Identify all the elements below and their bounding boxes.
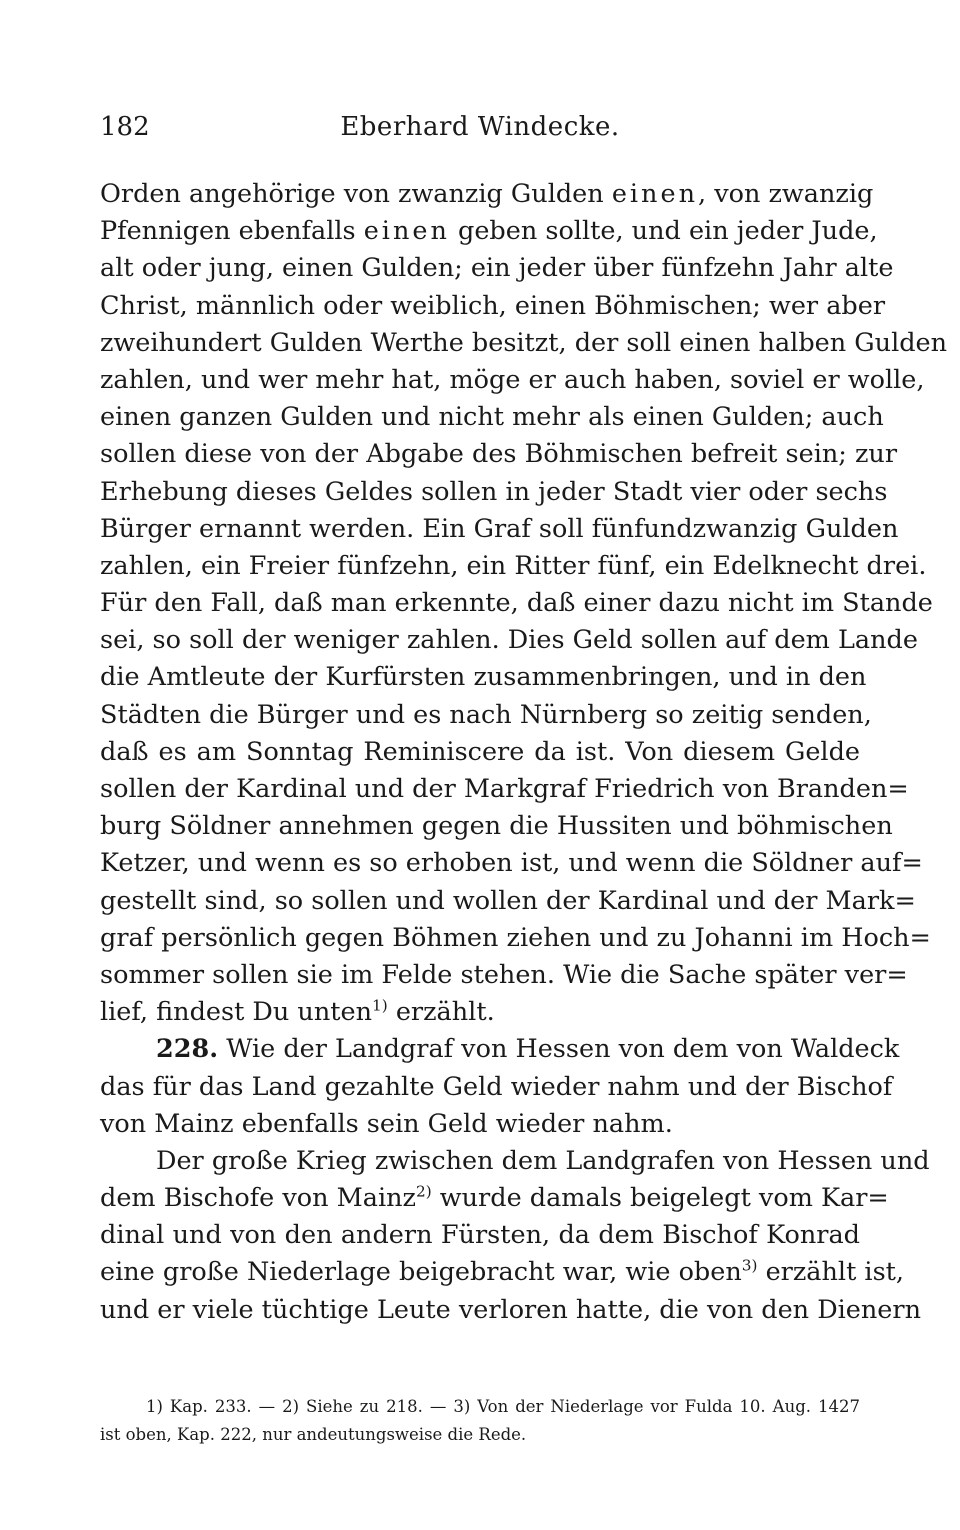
text-line: Bürger ernannt werden. Ein Graf soll fünfundzwanzig Gulden (100, 513, 899, 544)
footnote-line: ist oben, Kap. 222, nur andeutungsweise die Rede. (100, 1425, 527, 1444)
footnote-ref: 3) (741, 1256, 758, 1275)
section-number: 228. (156, 1034, 219, 1065)
section-heading-line: das für das Land gezahlte Geld wieder nahm und der Bischof (100, 1071, 893, 1102)
text-line: einen ganzen Gulden und nicht mehr als einen Gulden; auch (100, 402, 884, 433)
text-line: gestellt sind, so sollen und wollen der Kardinal und der Mark= (100, 885, 916, 916)
page-header (100, 112, 860, 152)
emphasized-word: einen (611, 179, 698, 209)
text-line: Orden angehörige von zwanzig Gulden einen, von zwanzig (100, 179, 874, 209)
text-line: sollen der Kardinal und der Markgraf Friedrich von Branden= (100, 774, 909, 804)
text-line: sei, so soll der weniger zahlen. Dies Geld sollen auf dem Lande (100, 625, 918, 656)
text-line: Pfennigen ebenfalls einen geben sollte, und ein jeder Jude, (100, 216, 878, 247)
page-number: 182 (100, 112, 150, 142)
footnotes (100, 1393, 860, 1449)
section-heading-line: von Mainz ebenfalls sein Geld wieder nahm. (100, 1108, 673, 1139)
text-line: sommer sollen sie im Felde stehen. Wie die Sache später ver= (100, 959, 908, 990)
text-line: Städten die Bürger und es nach Nürnberg so zeitig senden, (100, 699, 872, 730)
footnote-ref: 2) (416, 1182, 432, 1201)
text-line: graf persönlich gegen Böhmen ziehen und zu Johanni im Hoch= (100, 922, 931, 953)
text-line: eine große Niederlage beigebracht war, wie oben$^{3)}$ erzählt ist, (100, 1256, 905, 1288)
text-line: sollen diese von der Abgabe des Böhmischen befreit sein; zur (100, 439, 898, 470)
text-line: zahlen, und wer mehr hat, möge er auch haben, soviel er wolle, (100, 364, 925, 395)
text-line: Christ, männlich oder weiblich, einen Böhmischen; wer aber (100, 290, 886, 321)
emphasized-word: einen (363, 216, 450, 247)
text-line: dem Bischofe von Mainz$^{2)}$ wurde damals beigelegt vom Kar= (100, 1182, 889, 1214)
text-line: und er viele tüchtige Leute verloren hatte, die von den Dienern (100, 1294, 922, 1325)
text-line: zahlen, ein Freier fünfzehn, ein Ritter fünf, ein Edelknecht drei. (100, 550, 927, 581)
body-text (100, 176, 948, 1329)
section-heading-line: 228. Wie der Landgraf von Hessen von dem von Waldeck (156, 1034, 900, 1065)
text-line: burg Söldner annehmen gegen die Hussiten und böhmischen (100, 811, 893, 842)
book-page (100, 0, 948, 1530)
footnote-ref: 1) (372, 996, 388, 1015)
text-line: dinal und von den andern Fürsten, da dem Bischof Konrad (100, 1220, 860, 1251)
text-line: Erhebung dieses Geldes sollen in jeder Stadt vier oder sechs (100, 476, 888, 507)
text-line: die Amtleute der Kurfürsten zusammenbringen, und in den (100, 662, 867, 693)
text-line: Der große Krieg zwischen dem Landgrafen von Hessen und (156, 1145, 930, 1176)
text-line: lief, findest Du unten$^{1)}$ erzählt. (100, 996, 495, 1028)
text-line: daß es am Sonntag Reminiscere da ist. Von diesem Gelde (100, 736, 860, 767)
text-line: Ketzer, und wenn es so erhoben ist, und wenn die Söldner auf= (100, 848, 923, 879)
running-title: Eberhard Windecke. (340, 112, 620, 142)
footnote-line: 1) Kap. 233. — 2) Siehe zu 218. — 3) Von der Niederlage vor Fulda 10. Aug. 1427 (146, 1397, 860, 1416)
text-line: alt oder jung, einen Gulden; ein jeder über fünfzehn Jahr alte (100, 253, 894, 284)
text-line: Für den Fall, daß man erkennte, daß einer dazu nicht im Stande (100, 588, 933, 619)
text-line: zweihundert Gulden Werthe besitzt, der soll einen halben Gulden (100, 327, 948, 358)
